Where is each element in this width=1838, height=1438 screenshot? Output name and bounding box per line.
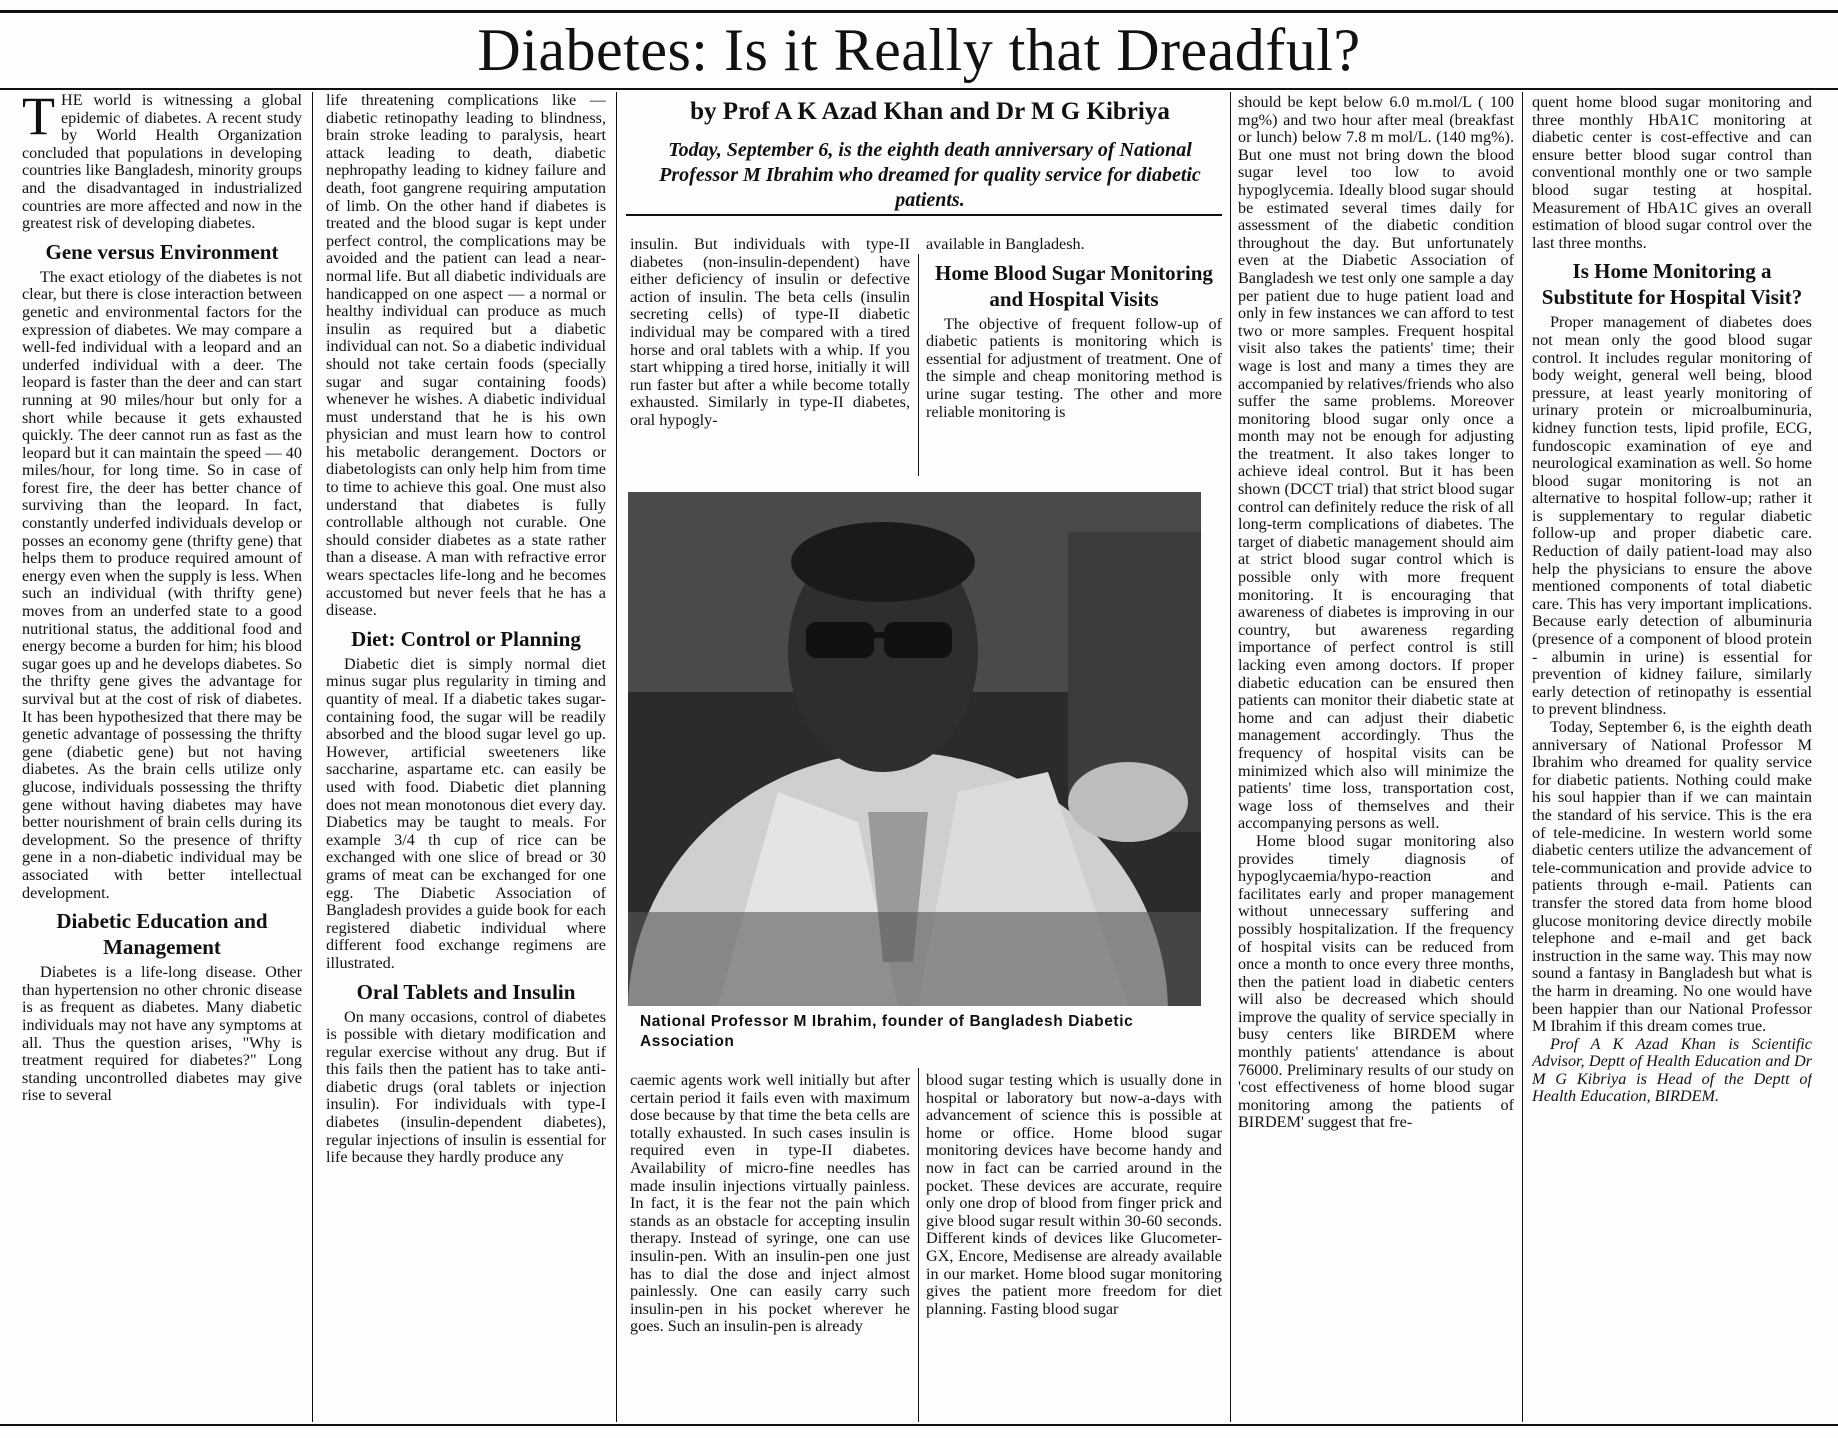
- paragraph: quent home blood sugar monitoring and three monthly HbA1C monitoring at diabetic center is cost-effective and can ensure better blood sugar control than conventional monthly one or two sample blood sugar testing at hospital. Measurement of HbA1C gives an overall estimation of blood sugar control over the last three months.: [1532, 94, 1812, 252]
- section-heading: Is Home Monitoring a Substitute for Hospital Visit?: [1541, 259, 1803, 310]
- column-rule: [918, 1068, 919, 1422]
- byline: by Prof A K Azad Khan and Dr M G Kibriya: [690, 98, 1170, 125]
- paragraph: Diabetic diet is simply normal diet minus sugar plus regularity in timing and quantity of meal. If a diabetic takes sugar-containing food, the sugar will be readily absorbed and the blood sugar level go up. However, artificial sweeteners like saccharine, aspartame etc. can easily be used with food. Diabetic diet planning does not mean monotonous diet every day. Diabetics may be taught to meals. For example 3/4 th cup of rice can be exchanged with one slice of bread or 30 grams of meat can be exchanged for one egg. The Diabetic Association of Bangladesh provides a guide book for each registered diabetic individual where different food exchange regimens are illustrated.: [326, 654, 606, 972]
- photo-caption: National Professor M Ibrahim, founder of Bangladesh Diabetic Association: [640, 1013, 1134, 1050]
- deck-text: Today, September 6, is the eighth death anniversary of National Professor M Ibrahim who dreamed for quality service for diabetic patients.: [659, 139, 1201, 211]
- deck-rule: [626, 214, 1222, 216]
- portrait-photo: [628, 492, 1201, 1006]
- headline: Diabetes: Is it Really that Dreadful?: [477, 17, 1361, 83]
- paragraph: blood sugar testing which is usually done in hospital or laboratory but now-a-days with advancement of science this is possible at home or office. Home blood sugar monitoring devices have become handy and now in fact can be carried around in the pocket. These devices are accurate, require only one drop of blood from finger prick and give blood sugar result within 30-60 seconds. Different kinds of devices like Glucometer-GX, Encore, Medisense are already available in our market. Home blood sugar monitoring gives the patient more freedom for diet planning. Fasting blood sugar: [926, 1072, 1222, 1318]
- column-rule: [1522, 92, 1523, 1422]
- column-4-top: [926, 236, 1222, 476]
- section-heading: Home Blood Sugar Monitoring and Hospital Visits: [935, 260, 1213, 311]
- paragraph: caemic agents work well initially but after certain period it fails even with maximum dose because by that time the beta cells are totally exhausted. In such cases insulin is required even in type-II diabetes. Availability of micro-fine needles has made insulin injections virtually painless. In fact, it is the fear not the pain which stands as an obstacle for accepting insulin therapy. Instead of syringe, one can use insulin-pen. With an insulin-pen one just has to dial the dose and inject almost painlessly. One can easily carry such insulin-pen in his pocket wherever he goes. Such an insulin-pen is already: [630, 1072, 910, 1336]
- paragraph: The objective of frequent follow-up of diabetic patients is monitoring which is essential for adjustment of treatment. One of the simple and cheap monitoring method is urine sugar testing. The other and more reliable monitoring is: [926, 314, 1222, 421]
- portrait-illustration: [628, 492, 1201, 1006]
- column-6: [1532, 94, 1812, 1422]
- section-heading: Gene versus Environment: [45, 239, 279, 264]
- column-rule: [1230, 92, 1231, 1422]
- paragraph: available in Bangladesh.: [926, 236, 1085, 253]
- paragraph: The exact etiology of the diabetes is not clear, but there is close interaction between genetic and environmental factors for the expression of diabetes. We may compare a well-fed individual with a leopard and an underfed individual with a deer. The leopard is faster than the deer and can start running at 90 miles/hour but only for a short while because it gets exhausted quickly. The deer cannot run as fast as the leopard but it can maintain the speed — 40 miles/hour, for long time. So in case of forest fire, the deer has better chance of surviving than the leopard. In fact, constantly underfed individuals develop or posses an economy gene (thrifty gene) that helps them to produce required amount of energy even when the supply is less. When such an individual (with thrifty gene) moves from an underfed state to a good nutritional status, the additional food and energy become a burden for him; his blood sugar goes up and he develops diabetes. So the thrifty gene gives the advantage for survival but at the cost of risk of diabetes. It has been hypothesized that there may be genetic advantage of possessing the thrifty gene (diabetic gene) but not having diabetes. As the brain cells utilize only glucose, individuals possessing the thrifty gene without having diabetes may have better nourishment of brain cells during its development. So the presence of thrifty gene in a non-diabetic individual may be associated with better intellectual development.: [22, 267, 302, 902]
- column-5: [1238, 94, 1514, 1422]
- headline-rule: [0, 88, 1838, 90]
- column-rule: [616, 92, 617, 1422]
- column-3-bottom: [630, 1072, 910, 1422]
- paragraph: Today, September 6, is the eighth death anniversary of National Professor M Ibrahim who dreamed for quality service for diabetic patients. Nothing could make his soul happier than if we can maintain the standard of his service. This is the era of tele-medicine. In western world some diabetic centers utilize the advancement of tele-communication and provide advice to patients through e-mail. Patients can transfer the stored data from home blood glucose monitoring device directly mobile telephone and e-mail and get back instruction in the same way. This may now sound a fantasy in Bangladesh but what is the harm in dreaming. No one would have been happier than our National Professor M Ibrahim if this dream comes true.: [1532, 718, 1812, 1036]
- paragraph: should be kept below 6.0 m.mol/L ( 100 mg%) and two hour after meal (breakfast or lunch) below 7.8 m mol/L. (140 mg%). But one must not bring down the blood sugar level too low to avoid hypoglycemia. Ideally blood sugar should be estimated several times daily for assessment of the diabetic condition throughout the day. But unfortunately even at the Diabetic Association of Bangladesh we test only one sample a day per patient due to huge patient load and only in few instances we can afford to test two or more samples. Frequent hospital visit also takes the patients' time; their wage is lost and many a times they are accompanied by relatives/friends who also suffer the same problems. Moreover monitoring blood sugar only once a month may not be enough for adjusting the treatment. It also takes longer to achieve ideal control. But it has been shown (DCCT trial) that strict blood sugar control can definitely reduce the risk of all long-term complications of diabetes. The target of diabetic management should aim at strict blood sugar control which is possible only with more frequent monitoring. It is encouraging that awareness of diabetes is improving in our country, but awareness regarding importance of perfect control is still lacking even among doctors. If proper diabetic education can be ensured then patients can monitor their diabetic state at home and can adjust their diabetic management accordingly. Thus the frequency of hospital visits can be minimized which also will minimize the patients' time loss, transportation cost, wage loss of themselves and their accompanying persons as well.: [1238, 94, 1514, 833]
- author-note: Prof A K Azad Khan is Scientific Advisor, Deptt of Health Education and Dr M G Kibriya is Head of the Deptt of Health Education, BIRDEM.: [1532, 1034, 1812, 1106]
- section-heading: Diabetic Education and Management: [56, 909, 268, 960]
- paragraph: Proper management of diabetes does not mean only the good blood sugar control. It includes regular monitoring of body weight, general well being, blood pressure, at least yearly monitoring of urinary protein or microalbuminuria, kidney function tests, lipid profile, ECG, fundoscopic examination of eye and neurological examination as well. So home blood sugar monitoring is not an alternative to hospital follow-up; rather it is supplementary to regular diabetic follow-up and proper diabetic care. Reduction of daily patient-load may also help the physicians to ensure the above mentioned components of total diabetic care. This has very important implications. Because early detection of albuminuria (presence of a component of blood protein - albumin in urine) is essential for prevention of kidney failure, similarly early detection of retinopathy is essential to prevent blindness.: [1532, 313, 1812, 719]
- column-rule: [312, 92, 313, 1422]
- paragraph: insulin. But individuals with type-II diabetes (non-insulin-dependent) have either deficiency of insulin or defective action of insulin. The beta cells (insulin secreting cells) of type-II diabetic individual may be compared with a tired horse and oral tablets with a whip. If you start whipping a tired horse, initially it will run faster but after a while become totally exhausted. Similarly in type-II diabetes, oral hypogly-: [630, 236, 910, 429]
- top-rule: [0, 10, 1838, 13]
- intro-paragraph: THE world is witnessing a global epidemic of diabetes. A recent study by World Health Organization concluded that populations in developing countries like Bangladesh, minority groups and the disadvantaged in industrialized countries are more affected and now in the greatest risk of developing diabetes.: [22, 92, 302, 233]
- paragraph: On many occasions, control of diabetes is possible with dietary modification and regular exercise without any drug. But if this fails then the patient has to take anti-diabetic drugs (oral tablets or injection insulin). For individuals with type-I diabetes (insulin-dependent diabetes), regular injections of insulin is essential for life because they hardly produce any: [326, 1007, 606, 1167]
- paragraph: life threatening complications like — diabetic retinopathy leading to blindness, brain stroke leading to paralysis, heart attack leading to death, diabetic nephropathy leading to kidney failure and death, foot gangrene requiring amputation of limb. On the other hand if diabetes is treated and the blood sugar is kept under perfect control, the complications may be avoided and the patient can lead a near-normal life. But all diabetic individuals are handicapped on one aspect — a normal or healthy individual can produce as much insulin as required but a diabetic individual can not. So a diabetic individual should not take certain foods (specially sugar and sugar containing foods) whenever he wishes. A diabetic individual must understand that he is his own physician and must learn how to control his metabolic derangement. Doctors or diabetologists can only help him from time to time to achieve this goal. One must also understand that diabetes is fully controllable although not curable. One should consider diabetes as a state rather than a disease. A man with refractive error wears spectacles life-long and he becomes accustomed but never feels that he has a disease.: [326, 92, 606, 620]
- column-1: [22, 92, 302, 1422]
- section-heading: Oral Tablets and Insulin: [356, 979, 576, 1004]
- column-2: [326, 92, 606, 1422]
- column-4-bottom: [926, 1072, 1222, 1422]
- paragraph: Home blood sugar monitoring also provides timely diagnosis of hypoglycaemia/hypo-reaction and facilitates early and proper management without unnecessary suffering and possibly hospitalization. If the frequency of hospital visits can be reduced from once a month to once every three months, then the patient load in diabetic centers will also be decreased which should improve the quality of service specially in busy centers like BIRDEM where monthly patients' attendance is about 76000. Preliminary results of our study on 'cost effectiveness of home blood sugar monitoring among the patients of BIRDEM' suggest that fre-: [1238, 831, 1514, 1132]
- column-rule: [918, 254, 919, 476]
- section-heading: Diet: Control or Planning: [351, 626, 581, 651]
- column-3-top: [630, 236, 910, 476]
- paragraph: Diabetes is a life-long disease. Other than hypertension no other chronic disease is as frequent as diabetes. Many diabetic individuals may not have any symptoms at all. Thus the question arises, "Why is treatment required for diabetes?" Long standing uncontrolled diabetes may give rise to several: [22, 963, 302, 1105]
- drop-cap: T: [22, 92, 55, 146]
- bottom-rule: [0, 1424, 1838, 1426]
